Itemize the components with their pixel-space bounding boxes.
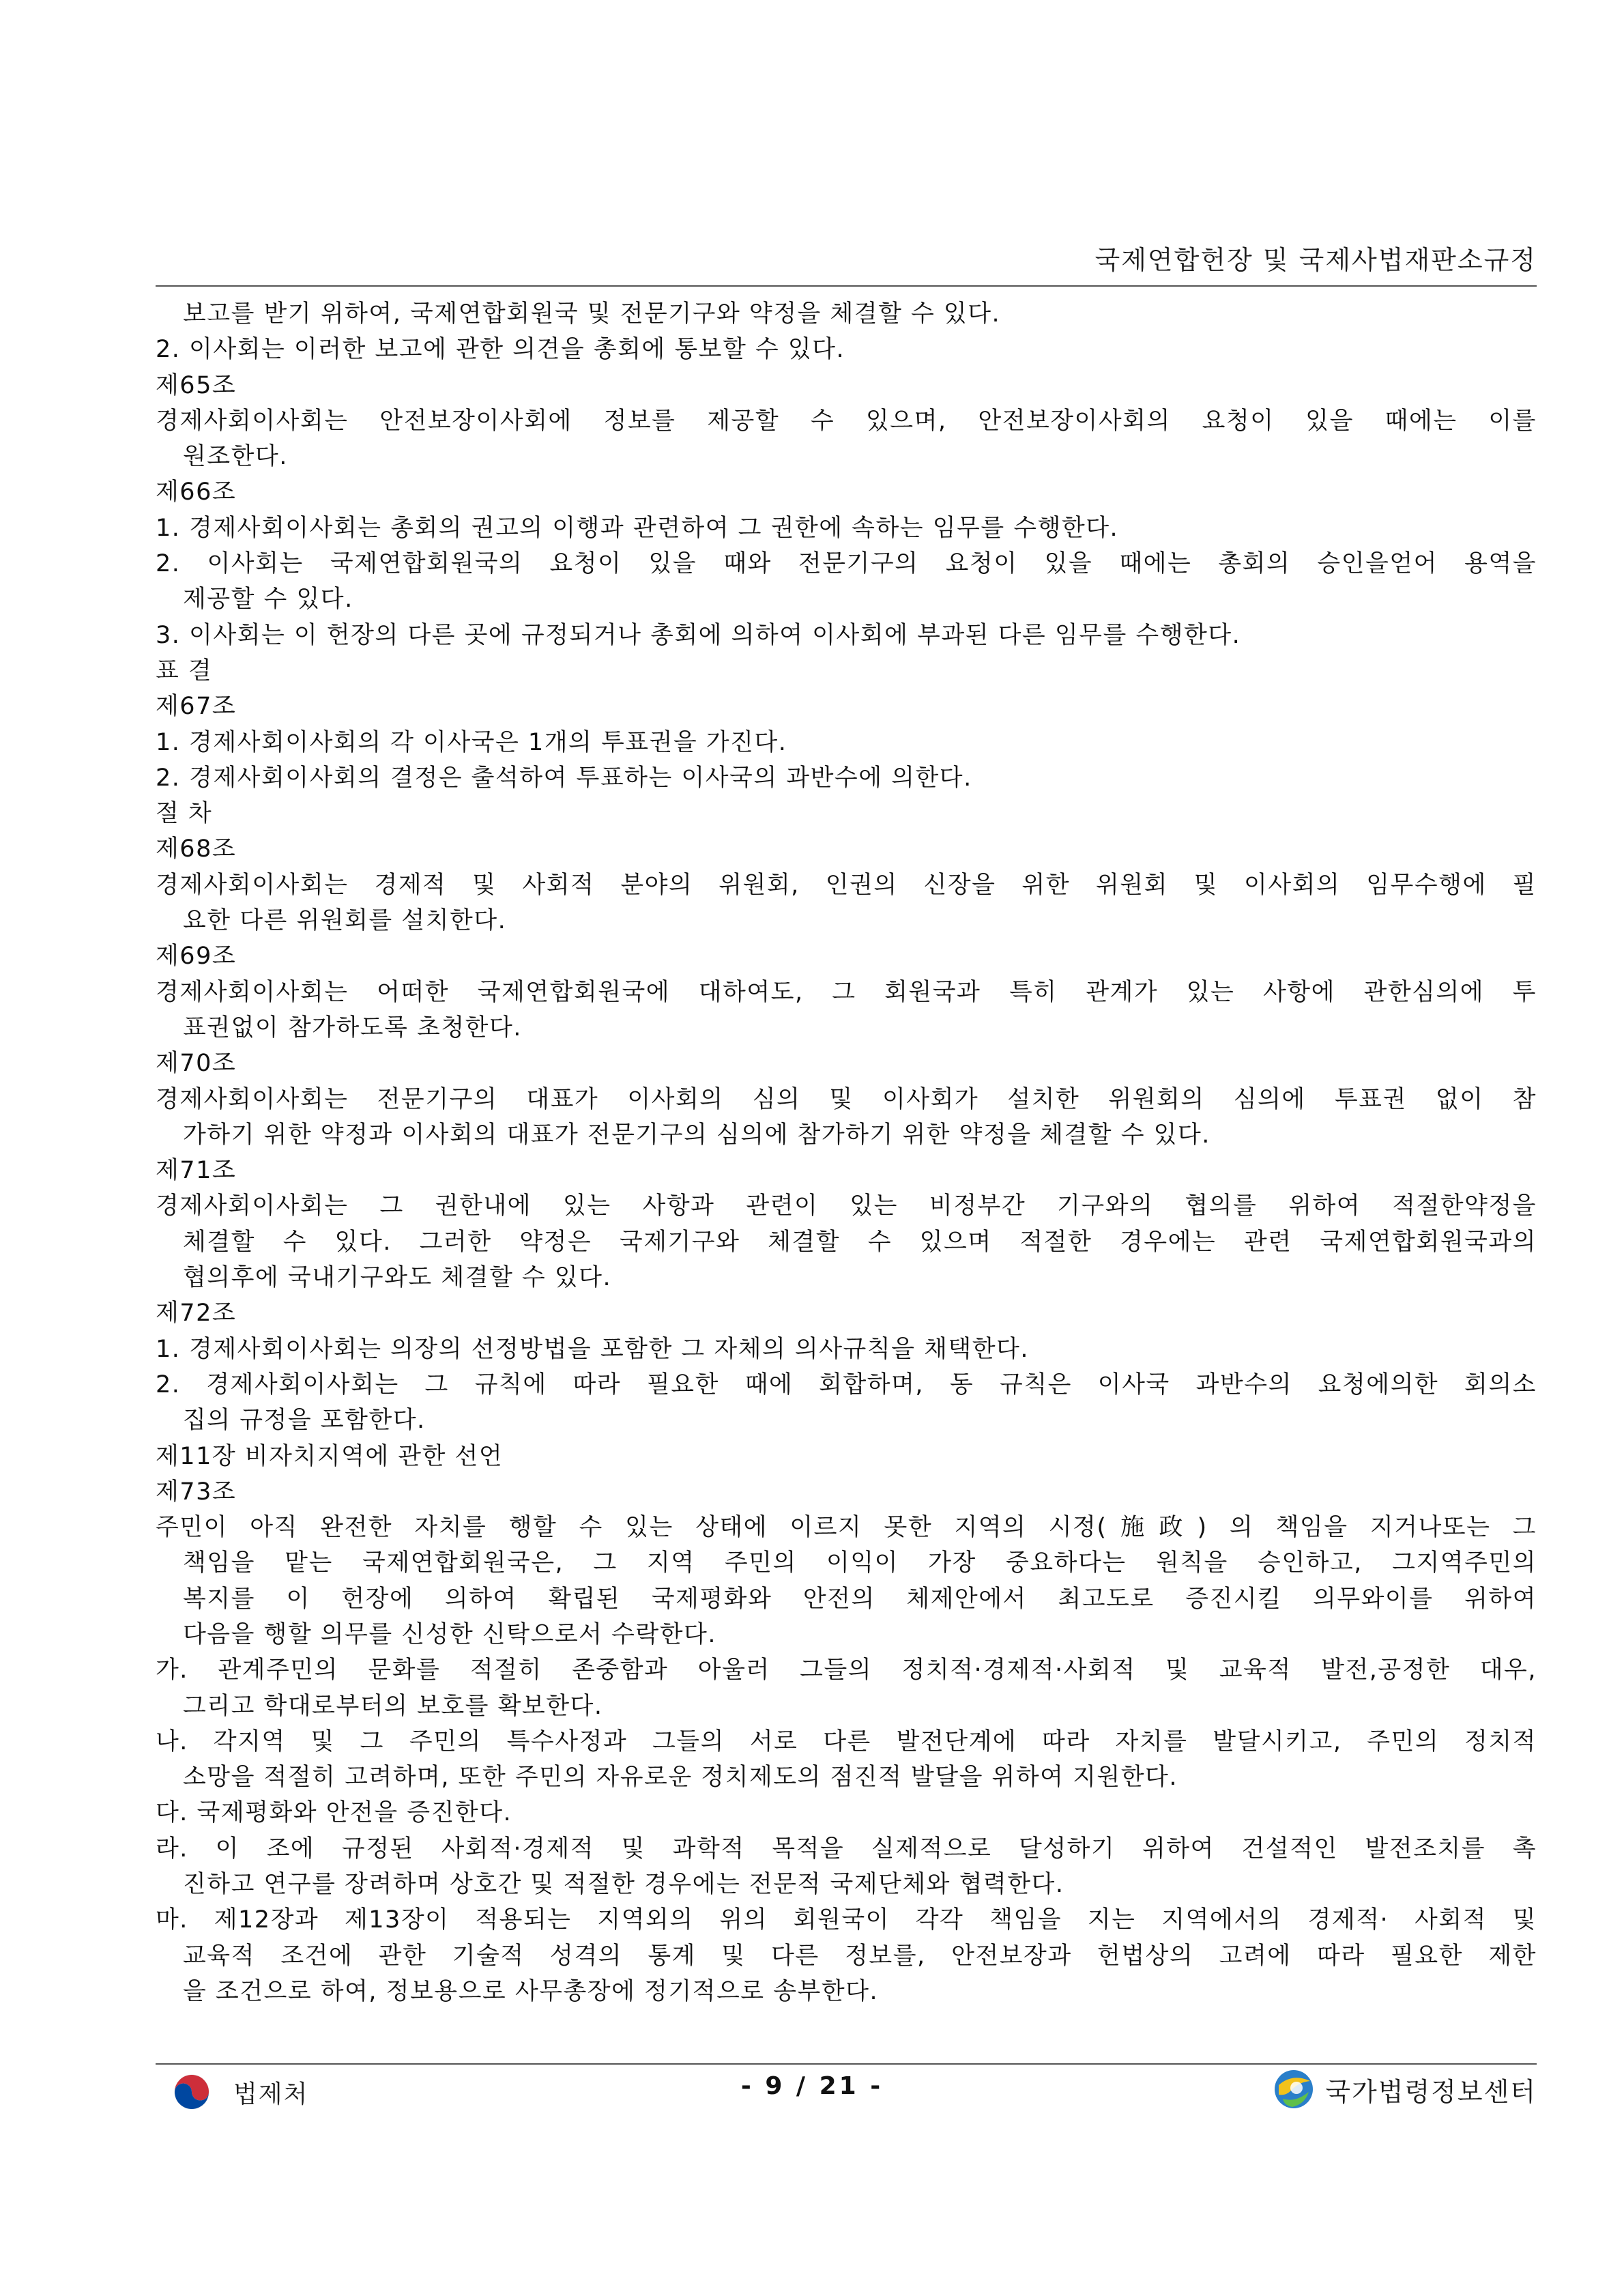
text-line: 라. 이 조에 규정된 사회적·경제적 및 과학적 목적을 실제적으로 달성하기 위하여 건설적인 발전조치를 촉 [156, 1835, 1537, 1863]
text-line: 1. 경제사회이사회는 의장의 선정방법을 포함한 그 자체의 의사규칙을 채택한다. [156, 1335, 1029, 1363]
text-line: 주민이 아직 완전한 자치를 행할 수 있는 상태에 이르지 못한 지역의 시정(施政) 의 책임을 지거나또는 그 [156, 1514, 1537, 1542]
text-line: 경제사회이사회는 그 권한내에 있는 사항과 관련이 있는 비정부간 기구와의 협의를 위하여 적절한약정을 [156, 1192, 1537, 1220]
text-line: 요한 다른 위원회를 설치한다. [183, 907, 507, 935]
text-line: 가. 관계주민의 문화를 적절히 존중함과 아울러 그들의 정치적·경제적·사회적 및 교육적 발전,공정한 대우, [156, 1656, 1537, 1684]
text-line: 1. 경제사회이사회의 각 이사국은 1개의 투표권을 가진다. [156, 728, 787, 756]
text-line: 제71조 [156, 1157, 237, 1185]
text-line: 2. 경제사회이사회의 결정은 출석하여 투표하는 이사국의 과반수에 의한다. [156, 764, 972, 792]
text-line: 경제사회이사회는 어떠한 국제연합회원국에 대하여도, 그 회원국과 특히 관계가 있는 사항에 관한심의에 투 [156, 978, 1537, 1006]
text-line: 협의후에 국내기구와도 체결할 수 있다. [183, 1264, 612, 1292]
text-line: 복지를 이 헌장에 의하여 확립된 국제평화와 안전의 체제안에서 최고도로 증진시킬 의무와이를 위하여 [183, 1585, 1537, 1613]
text-line: 제69조 [156, 943, 237, 971]
document-body [156, 296, 1537, 2009]
footer-right-label: 국가법령정보센터 [1325, 2076, 1537, 2107]
text-line: 표 결 [156, 657, 213, 685]
text-line: 제73조 [156, 1478, 237, 1506]
text-line: 표권없이 참가하도록 초청한다. [183, 1014, 522, 1042]
text-line: 제68조 [156, 835, 237, 863]
text-line: 2. 경제사회이사회는 그 규칙에 따라 필요한 때에 회합하며, 동 규칙은 이사국 과반수의 요청에의한 회의소 [156, 1371, 1537, 1398]
text-line: 제11장 비자치지역에 관한 선언 [156, 1442, 504, 1470]
text-line: 책임을 맡는 국제연합회원국은, 그 지역 주민의 이익이 가장 중요하다는 원칙을 승인하고, 그지역주민의 [183, 1549, 1537, 1577]
text-line: 3. 이사회는 이 헌장의 다른 곳에 규정되거나 총회에 의하여 이사회에 부과된 다른 임무를 수행한다. [156, 621, 1241, 649]
header-rule [156, 285, 1537, 287]
text-line: 나. 각지역 및 그 주민의 특수사정과 그들의 서로 다른 발전단계에 따라 자치를 발달시키고, 주민의 정치적 [156, 1727, 1537, 1755]
text-line: 2. 이사회는 국제연합회원국의 요청이 있을 때와 전문기구의 요청이 있을 때에는 총회의 승인을얻어 용역을 [156, 550, 1537, 578]
document-header-title: 국제연합헌장 및 국제사법재판소규정 [1094, 245, 1537, 275]
text-line: 경제사회이사회는 안전보장이사회에 정보를 제공할 수 있으며, 안전보장이사회의 요청이 있을 때에는 이를 [156, 407, 1537, 435]
text-line: 교육적 조건에 관한 기술적 성격의 통계 및 다른 정보를, 안전보장과 헌법상의 고려에 따라 필요한 제한 [183, 1942, 1537, 1970]
text-line: 보고를 받기 위하여, 국제연합회원국 및 전문기구와 약정을 체결할 수 있다. [183, 300, 1001, 328]
text-line: 소망을 적절히 고려하며, 또한 주민의 자유로운 정치제도의 점진적 발달을 위하여 지원한다. [183, 1764, 1178, 1792]
text-line: 제70조 [156, 1050, 237, 1078]
text-line: 진하고 연구를 장려하며 상호간 및 적절한 경우에는 전문적 국제단체와 협력한다. [183, 1871, 1064, 1899]
footer-left-label: 법제처 [233, 2080, 309, 2108]
text-line: 집의 규정을 포함한다. [183, 1407, 426, 1435]
text-line: 제72조 [156, 1300, 237, 1328]
text-line: 제66조 [156, 478, 237, 506]
text-line: 다. 국제평화와 안전을 증진한다. [156, 1799, 512, 1827]
text-line: 제공할 수 있다. [183, 586, 353, 614]
text-line: 경제사회이사회는 경제적 및 사회적 분야의 위원회, 인권의 신장을 위한 위원회 및 이사회의 임무수행에 필 [156, 871, 1537, 899]
law-center-logo-icon [1272, 2067, 1316, 2111]
text-line: 가하기 위한 약정과 이사회의 대표가 전문기구의 심의에 참가하기 위한 약정을 체결할 수 있다. [183, 1121, 1210, 1149]
text-line: 원조한다. [183, 443, 288, 471]
page-number: - 9 / 21 - [740, 2072, 884, 2100]
text-line: 경제사회이사회는 전문기구의 대표가 이사회의 심의 및 이사회가 설치한 위원회의 심의에 투표권 없이 참 [156, 1085, 1537, 1113]
text-line: 체결할 수 있다. 그러한 약정은 국제기구와 체결할 수 있으며 적절한 경우에는 관련 국제연합회원국과의 [183, 1228, 1537, 1256]
footer-right-brand [1272, 2065, 1537, 2113]
footer-rule [156, 2063, 1537, 2065]
text-line: 절 차 [156, 800, 213, 828]
text-line: 2. 이사회는 이러한 보고에 관한 의견을 총회에 통보할 수 있다. [156, 336, 845, 364]
text-line: 그리고 학대로부터의 보호를 확보한다. [183, 1692, 603, 1720]
text-line: 마. 제12장과 제13장이 적용되는 지역외의 위의 회원국이 각각 책임을 지는 지역에서의 경제적· 사회적 및 [156, 1906, 1537, 1934]
text-line: 을 조건으로 하여, 정보용으로 사무총장에 정기적으로 송부한다. [183, 1977, 879, 2005]
text-line: 제67조 [156, 693, 237, 721]
text-line: 제65조 [156, 371, 237, 399]
text-line: 다음을 행할 의무를 신성한 신탁으로서 수락한다. [183, 1620, 716, 1648]
text-line: 1. 경제사회이사회는 총회의 권고의 이행과 관련하여 그 권한에 속하는 임무를 수행한다. [156, 514, 1119, 542]
